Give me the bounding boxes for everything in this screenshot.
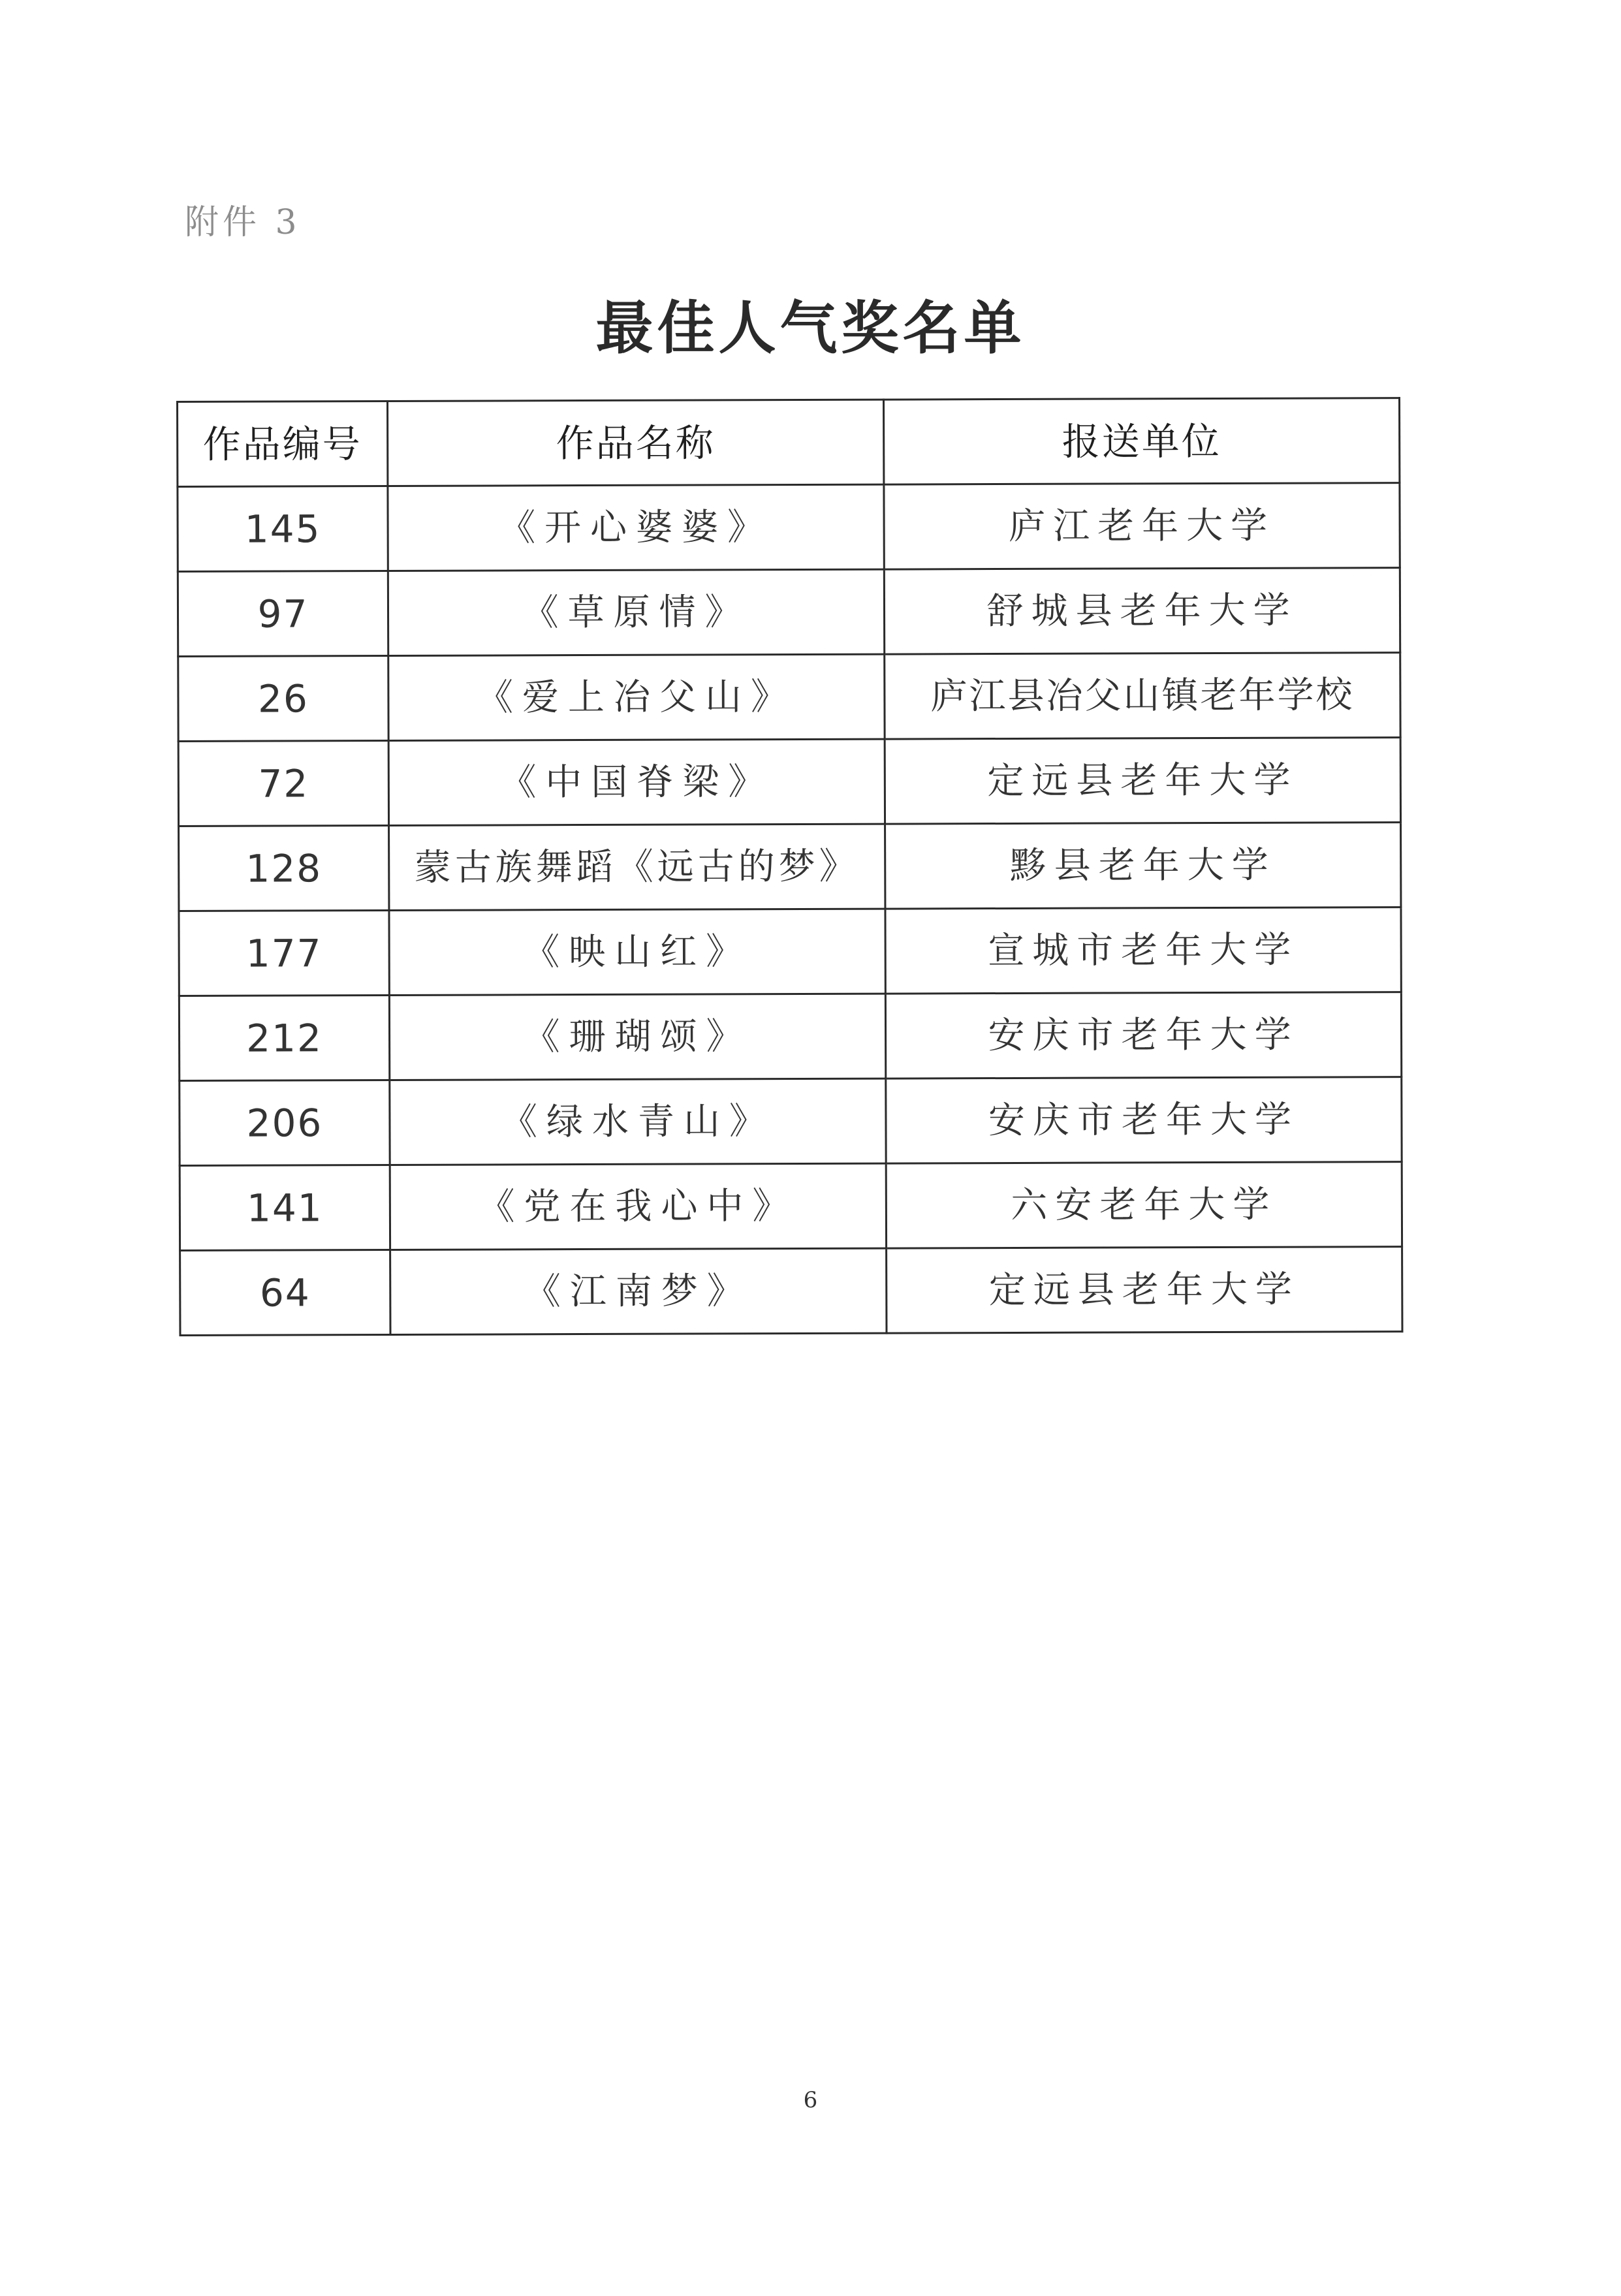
submitting-unit-cell: 安庆市老年大学	[885, 992, 1401, 1078]
page-title: 最佳人气奖名单	[595, 294, 1026, 362]
table-row	[179, 907, 1401, 996]
work-number-cell: 145	[178, 486, 388, 571]
work-number-cell: 128	[179, 825, 389, 911]
work-name-cell: 《江南梦》	[390, 1248, 887, 1334]
work-number-cell: 64	[180, 1250, 390, 1335]
work-number-cell: 26	[178, 655, 388, 741]
submitting-unit-cell: 定远县老年大学	[887, 1247, 1402, 1333]
work-number-cell: 97	[178, 571, 388, 656]
submitting-unit-cell: 定远县老年大学	[885, 738, 1400, 824]
submitting-unit-cell: 庐江老年大学	[884, 483, 1400, 569]
header-work-name: 作品名称	[388, 400, 884, 486]
table-row	[178, 653, 1400, 742]
table-header-row	[178, 398, 1400, 487]
table-row	[180, 1077, 1402, 1166]
work-name-cell: 《爱上冶父山》	[388, 654, 885, 740]
table-row	[178, 568, 1400, 657]
work-number-cell: 177	[179, 910, 389, 996]
work-name-cell: 《中国脊梁》	[388, 739, 885, 825]
table-row	[179, 992, 1401, 1081]
work-number-cell: 212	[179, 995, 389, 1080]
work-name-cell: 《开心婆婆》	[388, 484, 884, 571]
work-number-cell: 72	[178, 740, 388, 826]
submitting-unit-cell: 安庆市老年大学	[886, 1077, 1402, 1163]
award-table	[176, 397, 1403, 1336]
table-row	[180, 1162, 1402, 1251]
header-submitting-unit: 报送单位	[883, 398, 1399, 484]
table-row	[178, 738, 1400, 826]
work-name-cell: 《草原情》	[388, 569, 884, 655]
table-row	[179, 823, 1401, 911]
work-name-cell: 《珊瑚颂》	[389, 994, 885, 1080]
submitting-unit-cell: 宣城市老年大学	[885, 907, 1401, 994]
table-row	[180, 1247, 1402, 1336]
work-number-cell: 141	[180, 1165, 390, 1250]
page-number: 6	[803, 2087, 818, 2113]
header-work-number: 作品编号	[178, 401, 388, 486]
submitting-unit-cell: 庐江县冶父山镇老年学校	[885, 653, 1400, 739]
work-number-cell: 206	[180, 1080, 390, 1165]
attachment-label: 附件 3	[185, 203, 301, 242]
table-row	[178, 483, 1400, 572]
submitting-unit-cell: 舒城县老年大学	[884, 568, 1400, 654]
submitting-unit-cell: 六安老年大学	[886, 1162, 1402, 1248]
work-name-cell: 蒙古族舞蹈《远古的梦》	[389, 824, 885, 910]
work-name-cell: 《映山红》	[389, 909, 885, 995]
submitting-unit-cell: 黟县老年大学	[885, 823, 1401, 909]
work-name-cell: 《绿水青山》	[390, 1078, 886, 1165]
work-name-cell: 《党在我心中》	[390, 1163, 886, 1250]
